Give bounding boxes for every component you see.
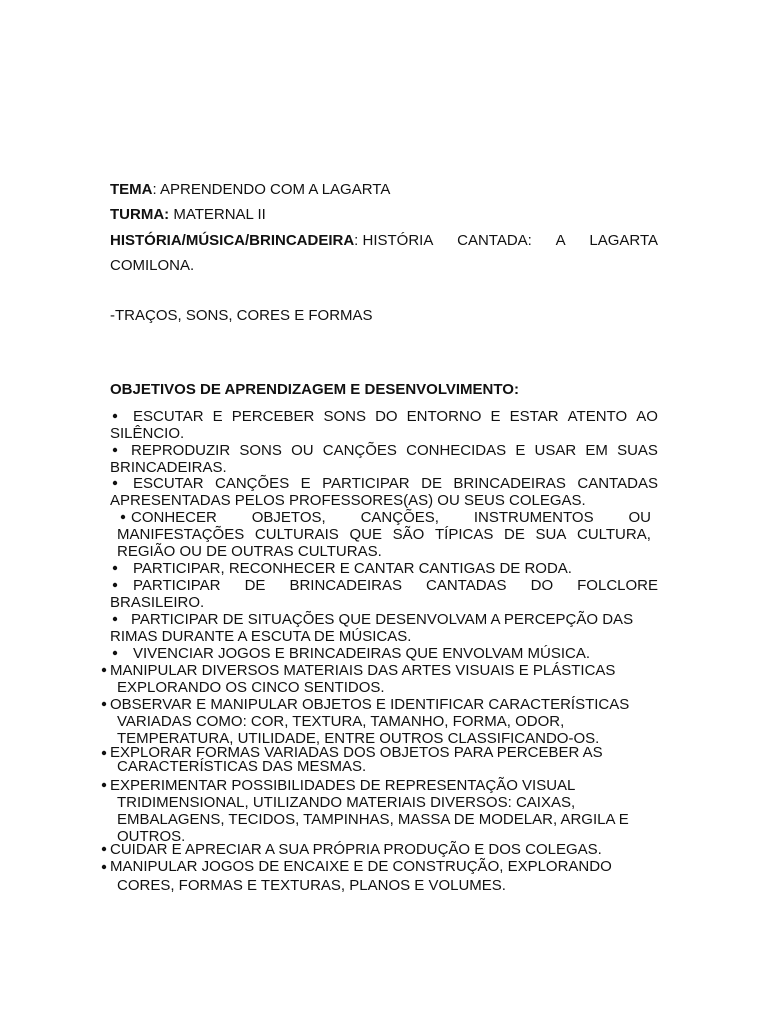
bullet-icon — [101, 701, 107, 707]
objective-word: DO — [530, 577, 554, 594]
objective-item-line: VIVENCIAR JOGOS E BRINCADEIRAS QUE ENVOLVAM MÚSICA. — [133, 645, 591, 662]
objective-word: CANTADAS — [577, 475, 658, 492]
objective-item-line: RIMAS DURANTE A ESCUTA DE MÚSICAS. — [110, 628, 412, 645]
objective-word: CANTADAS — [426, 577, 507, 594]
objective-item-line: MANIPULAR JOGOS DE ENCAIXE E DE CONSTRUÇÃO, EXPLORANDO — [110, 858, 612, 875]
objective-word: CANÇÕES — [215, 475, 290, 492]
objective-item-line: CORES, FORMAS E TEXTURAS, PLANOS E VOLUMES. — [117, 877, 506, 894]
objective-item-line: BRASILEIRO. — [110, 594, 205, 611]
objective-word — [110, 232, 433, 249]
bullet-icon — [112, 413, 118, 419]
bullet-icon — [112, 565, 118, 571]
objective-word: CANÇÕES — [322, 442, 397, 459]
objective-word: E — [212, 408, 223, 425]
objective-word: TÍPICAS — [434, 526, 494, 543]
bullet-icon — [112, 447, 118, 453]
objective-item-line — [117, 526, 651, 543]
historia-word: CANTADA: — [457, 232, 532, 249]
turma-value: MATERNAL II — [169, 206, 266, 223]
objective-word: MANIFESTAÇÕES — [117, 526, 245, 543]
objective-item-line: EXPLORAR FORMAS VARIADAS DOS OBJETOS PARA PERCEBER AS — [110, 744, 603, 761]
objective-word: SONS — [239, 442, 282, 459]
objective-item-line: CUIDAR E APRECIAR A SUA PRÓPRIA PRODUÇÃO E DOS COLEGAS. — [110, 841, 602, 858]
objective-word: INSTRUMENTOS — [473, 509, 594, 526]
objective-word: CONHECIDAS — [406, 442, 507, 459]
bullet-icon — [112, 650, 118, 656]
objective-word: SONS — [323, 408, 366, 425]
objective-item-line: OUTROS. — [117, 828, 186, 845]
bullet-icon — [101, 750, 107, 756]
objective-word: ESTAR — [509, 408, 559, 425]
objective-word: SUA — [535, 526, 567, 543]
objective-word: OU — [291, 442, 314, 459]
objective-word: REPRODUZIR — [131, 442, 231, 459]
bullet-icon — [101, 782, 107, 788]
tema-line — [110, 181, 390, 198]
objective-item-line: TEMPERATURA, UTILIDADE, ENTRE OUTROS CLASSIFICANDO-OS. — [117, 730, 600, 747]
tema-label: TEMA — [110, 181, 153, 198]
bullet-icon — [120, 514, 126, 520]
objective-item-line: TRIDIMENSIONAL, UTILIZANDO MATERIAIS DIVERSOS: CAIXAS, — [117, 794, 576, 811]
historia-word: : HISTÓRIA — [354, 232, 434, 249]
objective-word: ENTORNO — [406, 408, 482, 425]
turma-line — [110, 206, 266, 223]
historia-label: HISTÓRIA/MÚSICA/BRINCADEIRA — [110, 232, 355, 249]
objective-item-line — [133, 577, 658, 594]
objective-item-line: SILÊNCIO. — [110, 425, 185, 442]
objective-word: ESCUTAR — [133, 475, 204, 492]
objective-word: OBJETOS, — [251, 509, 326, 526]
objective-word: ATENTO — [567, 408, 628, 425]
historia-word: LAGARTA — [589, 232, 658, 249]
bullet-icon — [112, 582, 118, 588]
bullet-icon — [101, 846, 107, 852]
objective-item-line: OBSERVAR E MANIPULAR OBJETOS E IDENTIFICAR CARACTERÍSTICAS — [110, 696, 630, 713]
objective-word: DE — [504, 526, 525, 543]
objective-word: CONHECER — [131, 509, 217, 526]
objective-item-line: EXPLORANDO OS CINCO SENTIDOS. — [117, 679, 385, 696]
objective-item-line: EMBALAGENS, TECIDOS, TAMPINHAS, MASSA DE MODELAR, ARGILA E — [117, 811, 629, 828]
objective-word: PARTICIPAR — [133, 577, 221, 594]
objective-word: BRINCADEIRAS — [453, 475, 566, 492]
objective-word: E — [300, 475, 311, 492]
historia-continuation: COMILONA. — [110, 257, 195, 274]
objective-word: PARTICIPAR — [322, 475, 410, 492]
objective-word: EM — [585, 442, 608, 459]
objective-word: ESCUTAR — [133, 408, 204, 425]
objective-word: FOLCLORE — [577, 577, 658, 594]
bullet-icon — [101, 667, 107, 673]
objective-item-line: BRINCADEIRAS. — [110, 459, 227, 476]
objective-item-line: PARTICIPAR DE SITUAÇÕES QUE DESENVOLVAM A PERCEPÇÃO DAS — [131, 611, 634, 628]
objective-item-line: CARACTERÍSTICAS DAS MESMAS. — [117, 758, 367, 775]
bullet-icon — [112, 480, 118, 486]
objective-word: DO — [375, 408, 398, 425]
bullet-icon — [101, 864, 107, 870]
objective-word: SÃO — [392, 526, 425, 543]
objective-word: SUAS — [617, 442, 658, 459]
objective-word: QUE — [349, 526, 382, 543]
tema-value: : APRENDENDO COM A LAGARTA — [152, 181, 391, 198]
tracos-line: -TRAÇOS, SONS, CORES E FORMAS — [110, 307, 373, 324]
objective-word: E — [515, 442, 526, 459]
objective-word: DE — [244, 577, 266, 594]
historia-line — [110, 232, 658, 249]
bullet-icon — [112, 616, 118, 622]
objective-word: AO — [636, 408, 658, 425]
objective-item-line: EXPERIMENTAR POSSIBILIDADES DE REPRESENTAÇÃO VISUAL — [110, 777, 576, 794]
objective-item-line: PARTICIPAR, RECONHECER E CANTAR CANTIGAS DE RODA. — [133, 560, 572, 577]
objective-word: PERCEBER — [231, 408, 315, 425]
objective-word: OU — [628, 509, 651, 526]
objective-item-line — [131, 442, 658, 459]
objective-item-line: VARIADAS COMO: COR, TEXTURA, TAMANHO, FORMA, ODOR, — [117, 713, 565, 730]
objective-item-line: MANIPULAR DIVERSOS MATERIAIS DAS ARTES VISUAIS E PLÁSTICAS — [110, 662, 616, 679]
objective-item-line: APRESENTADAS PELOS PROFESSORES(AS) OU SEUS COLEGAS. — [110, 492, 586, 509]
objective-word: CULTURAIS — [254, 526, 339, 543]
objective-item-line — [131, 509, 651, 526]
objective-word: E — [490, 408, 501, 425]
objective-word: CULTURA, — [577, 526, 651, 543]
objetivos-heading: OBJETIVOS DE APRENDIZAGEM E DESENVOLVIMENTO: — [110, 381, 519, 398]
objective-item-line — [133, 475, 658, 492]
objective-item-line: REGIÃO OU DE OUTRAS CULTURAS. — [117, 543, 382, 560]
objective-word: USAR — [534, 442, 577, 459]
objective-word: BRINCADEIRAS — [289, 577, 402, 594]
objective-item-line — [133, 408, 658, 425]
objective-word: CANÇÕES, — [360, 509, 439, 526]
turma-label: TURMA: — [110, 206, 170, 223]
objective-word: DE — [421, 475, 442, 492]
historia-word: A — [555, 232, 566, 249]
